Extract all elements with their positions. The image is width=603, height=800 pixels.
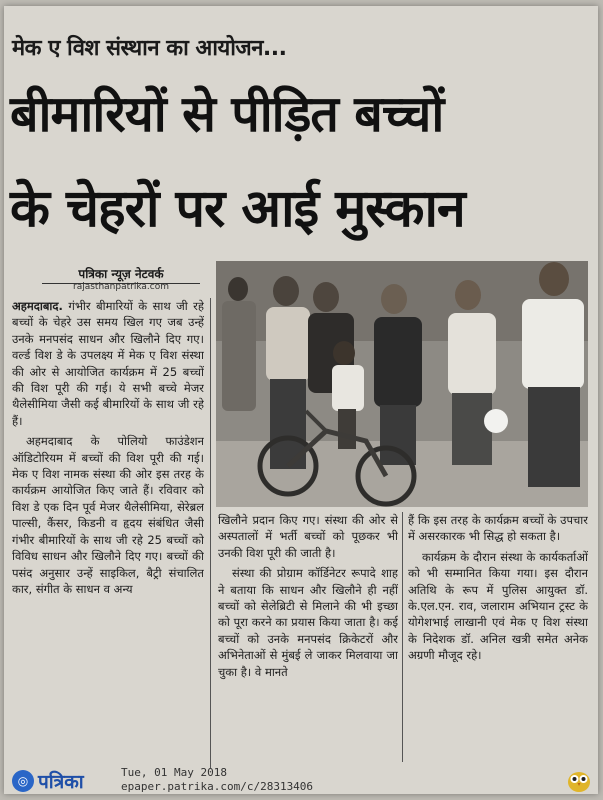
headline-line-2: के चेहरों पर आई मुस्कान <box>10 179 465 239</box>
paragraph: अहमदाबाद के पोलियो फाउंडेशन ऑडिटोरियम में बच्चों की विश पूरी की गई। मेक ए विश नामक संस्था की ओर इस तरह के कार्यक्रम आयोजित किए जाते हैं। रविवार को विश डे एक दिन पूर्व मेजर थैलेसीमिया, सेरेब्रल पाल्सी, कैंसर, किडनी व हृदय संबंधित जैसी गंभीर बीमारियों के साथ जी रहे 25 बच्चों को विविध साधन और खिलौने दिए गए। बच्चों की पसंद अनुसार उन्हें साइकिल, बैट्री संचालित कार, संगीत के साधन व अन्य <box>12 434 204 596</box>
newspaper-clipping <box>4 6 598 794</box>
patrika-logo-icon: ◎ <box>12 770 34 792</box>
paragraph: संस्था की प्रोग्राम कॉर्डिनेटर रूपादे शाह ने बताया कि साधन और खिलौने ही नहीं बच्चों को सेलेब्रिटी से मिलाने की भी इच्छा को पूरा करने का प्रयास किया जाता है। कई बच्चों को उनके मनपसंद क्रिकेटरों और अभिनेताओं से मुंबई ले जाकर मिलवाया जा चुका है। वे मानते <box>218 566 398 679</box>
paragraph: कार्यक्रम के दौरान संस्था के कार्यकर्ताओं को भी सम्मानित किया गया। इस दौरान अतिथि के रूप में पुलिस आयुक्त डॉ. के.एल.एन. राव, जलाराम अभियान ट्रस्ट के योगेशभाई लाखानी एवं मेक ए विश संस्था के निदेशक डॉ. अनिल खत्री समेत अनेक अग्रणी मौजूद रहे। <box>408 549 588 663</box>
epaper-url: epaper.patrika.com/c/28313406 <box>121 780 314 793</box>
column-divider <box>210 298 211 768</box>
article-column-1 <box>12 298 204 768</box>
article-column-3 <box>408 512 588 768</box>
paragraph-text: गंभीर बीमारियों के साथ जी रहे बच्चों के चेहरे उस समय खिल गए जब उन्हें उनके मनपसंद साधन और खिलौने दिए गए। वर्ल्ड विश डे के उपलक्ष्य में मेक ए विश संस्था की ओर से आयोजित कार्यक्रम में 25 बच्चों की विश पूरी की गई। ये सभी बच्चे मेजर थैलेसीमिया जैसी कई बीमारियों के साथ जी रहे हैं। <box>12 299 204 428</box>
footer <box>4 764 598 794</box>
photo-illustration <box>216 261 588 507</box>
news-photo <box>216 261 588 507</box>
website: rajasthanpatrika.com <box>73 282 169 292</box>
owl-icon <box>566 768 592 792</box>
byline: पत्रिका न्यूज़ नेटवर्क <box>42 265 200 284</box>
column-divider <box>402 512 403 762</box>
paragraph <box>12 298 204 429</box>
paragraph: खिलौने प्रदान किए गए। संस्था की ओर से अस्पतालों में भर्ती बच्चों को पूछकर भी उनकी विश पूरी की जाती है। <box>218 513 398 560</box>
patrika-logo-text: पत्रिका <box>38 771 84 793</box>
paragraph: हैं कि इस तरह के कार्यक्रम बच्चों के उपचार में असरकारक भी सिद्ध हो सकता है। <box>408 513 588 544</box>
dateline: अहमदाबाद. <box>12 299 63 313</box>
headline-line-1: बीमारियों से पीड़ित बच्चों <box>10 85 444 143</box>
kicker: मेक ए विश संस्थान का आयोजन... <box>12 36 287 61</box>
article-column-2 <box>218 512 398 768</box>
issue-date: Tue, 01 May 2018 <box>121 766 227 779</box>
